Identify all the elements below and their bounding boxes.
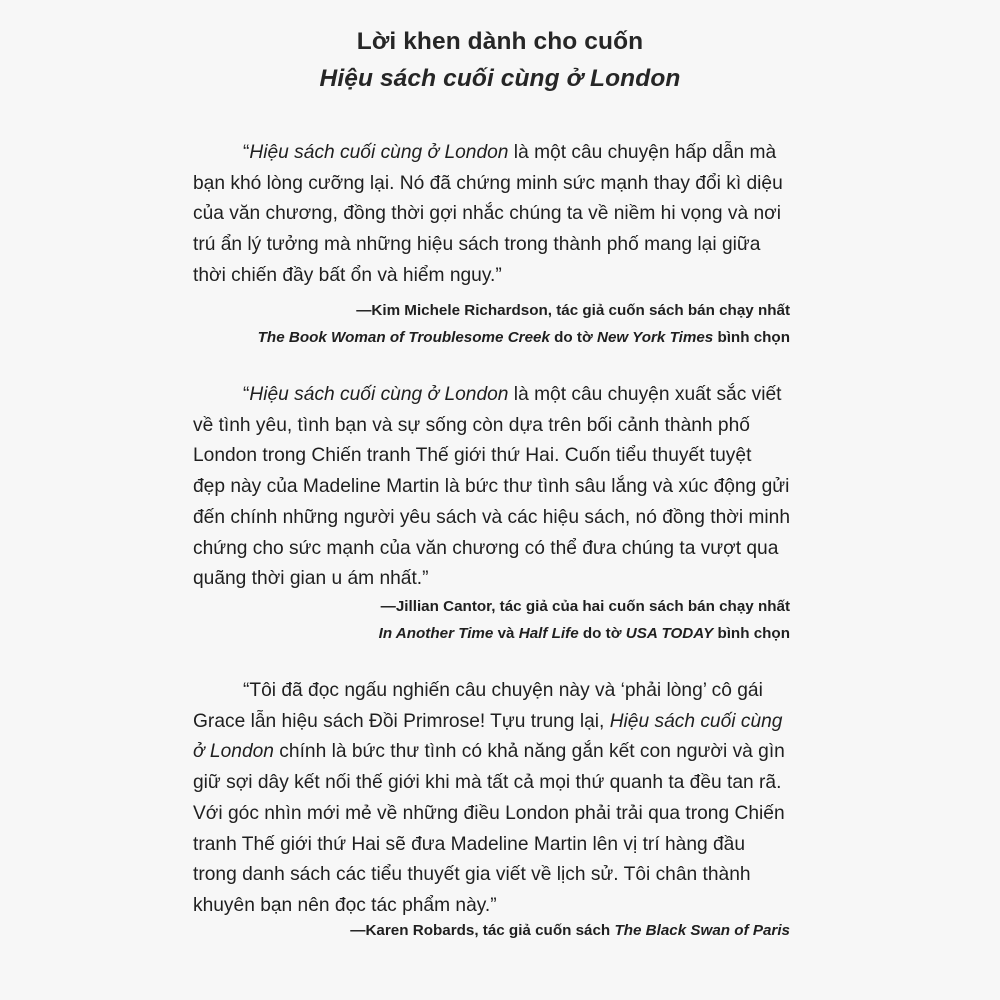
- attribution-author: —Jillian Cantor, tác giả của hai cuốn sách bán chạy nhất: [380, 598, 790, 615]
- quote-line: của văn chương, đồng thời gợi nhắc chúng ta về niềm hi vọng và nơi: [193, 203, 781, 225]
- review-attribution-2: [379, 593, 790, 647]
- quote-line: [193, 737, 803, 768]
- quote-line: chứng cho sức mạnh của văn chương có thể đưa chúng ta vượt qua: [193, 537, 779, 559]
- quote-text: “: [243, 142, 250, 163]
- review-attribution-1: [258, 297, 790, 351]
- attribution-italic: USA TODAY: [625, 625, 714, 642]
- title-line-1: Lời khen dành cho cuốn: [356, 28, 644, 55]
- quote-line: [193, 707, 803, 738]
- attribution-text: bình chọn: [713, 329, 790, 346]
- attribution-italic: Half Life: [518, 625, 579, 642]
- attribution-text: do tờ: [549, 329, 597, 346]
- quote-line: trong danh sách các tiểu thuyết gia viết về lịch sử. Tôi chân thành: [193, 864, 751, 886]
- book-title-italic: Hiệu sách cuối cùng ở London: [249, 384, 509, 405]
- quote-text: Grace lẫn hiệu sách Đồi Primrose! Tựu trung lại,: [193, 710, 610, 732]
- attribution-italic: The Black Swan of Paris: [614, 922, 790, 939]
- quote-line: thời chiến đầy bất ổn và hiểm nguy.”: [193, 264, 502, 286]
- quote-line: [193, 380, 803, 411]
- title-book-name: Hiệu sách cuối cùng ở London: [319, 65, 681, 92]
- quote-line: bạn khó lòng cưỡng lại. Nó đã chứng minh sức mạnh thay đổi kì diệu: [193, 172, 783, 194]
- attribution-text: và: [493, 625, 519, 642]
- quote-text: chính là bức thư tình có khả năng gắn kết con người và gìn: [273, 741, 785, 763]
- quote-line: “Tôi đã đọc ngấu nghiến câu chuyện này và ‘phải lòng’ cô gái: [243, 680, 763, 701]
- praise-title: [0, 23, 1000, 97]
- review-attribution-3: [350, 917, 790, 944]
- book-title-italic: Hiệu sách cuối cùng ở London: [249, 142, 509, 163]
- quote-line: quãng thời gian u ám nhất.”: [193, 568, 429, 590]
- quote-line: tranh Thế giới thứ Hai sẽ đưa Madeline Martin lên vị trí hàng đầu: [193, 833, 746, 855]
- review-quote-3: [193, 676, 803, 922]
- attribution-italic: New York Times: [597, 329, 714, 346]
- quote-line: khuyên bạn nên đọc tác phẩm này.”: [193, 894, 497, 916]
- review-quote-2: [193, 380, 803, 595]
- quote-line: đến chính những người yêu sách và các hiệu sách, nó đồng thời minh: [193, 506, 791, 528]
- attribution-author: —Kim Michele Richardson, tác giả cuốn sách bán chạy nhất: [356, 302, 790, 319]
- attribution-text: bình chọn: [713, 625, 790, 642]
- review-quote-1: [193, 138, 803, 292]
- book-title-italic: ở London: [193, 741, 274, 763]
- quote-line: London trong Chiến tranh Thế giới thứ Hai. Cuốn tiểu thuyết tuyệt: [193, 445, 752, 467]
- quote-text: là một câu chuyện xuất sắc viết: [508, 384, 782, 405]
- quote-text: là một câu chuyện hấp dẫn mà: [508, 142, 777, 163]
- attribution-italic: In Another Time: [378, 625, 494, 642]
- attribution-text: —Karen Robards, tác giả cuốn sách: [350, 922, 615, 939]
- quote-line: giữ sợi dây kết nối thế giới khi mà tất cả mọi thứ quanh ta đều tan rã.: [193, 772, 782, 794]
- attribution-text: do tờ: [578, 625, 626, 642]
- quote-line: về tình yêu, tình bạn và sự sống còn dựa trên bối cảnh thành phố: [193, 414, 750, 436]
- attribution-author: [350, 917, 790, 944]
- quote-line: [193, 138, 803, 169]
- book-title-italic: Hiệu sách cuối cùng: [609, 710, 783, 732]
- quote-line: Với góc nhìn mới mẻ về những điều London phải trải qua trong Chiến: [193, 802, 785, 824]
- attribution-source: [258, 324, 790, 351]
- quote-text: “: [243, 384, 250, 405]
- quote-line: trú ẩn lý tưởng mà những hiệu sách trong thành phố mang lại giữa: [193, 234, 761, 256]
- attribution-source: [379, 620, 790, 647]
- quote-line: đẹp này của Madeline Martin là bức thư tình sâu lắng và xúc động gửi: [193, 476, 790, 498]
- attribution-italic: The Book Woman of Troublesome Creek: [257, 329, 550, 346]
